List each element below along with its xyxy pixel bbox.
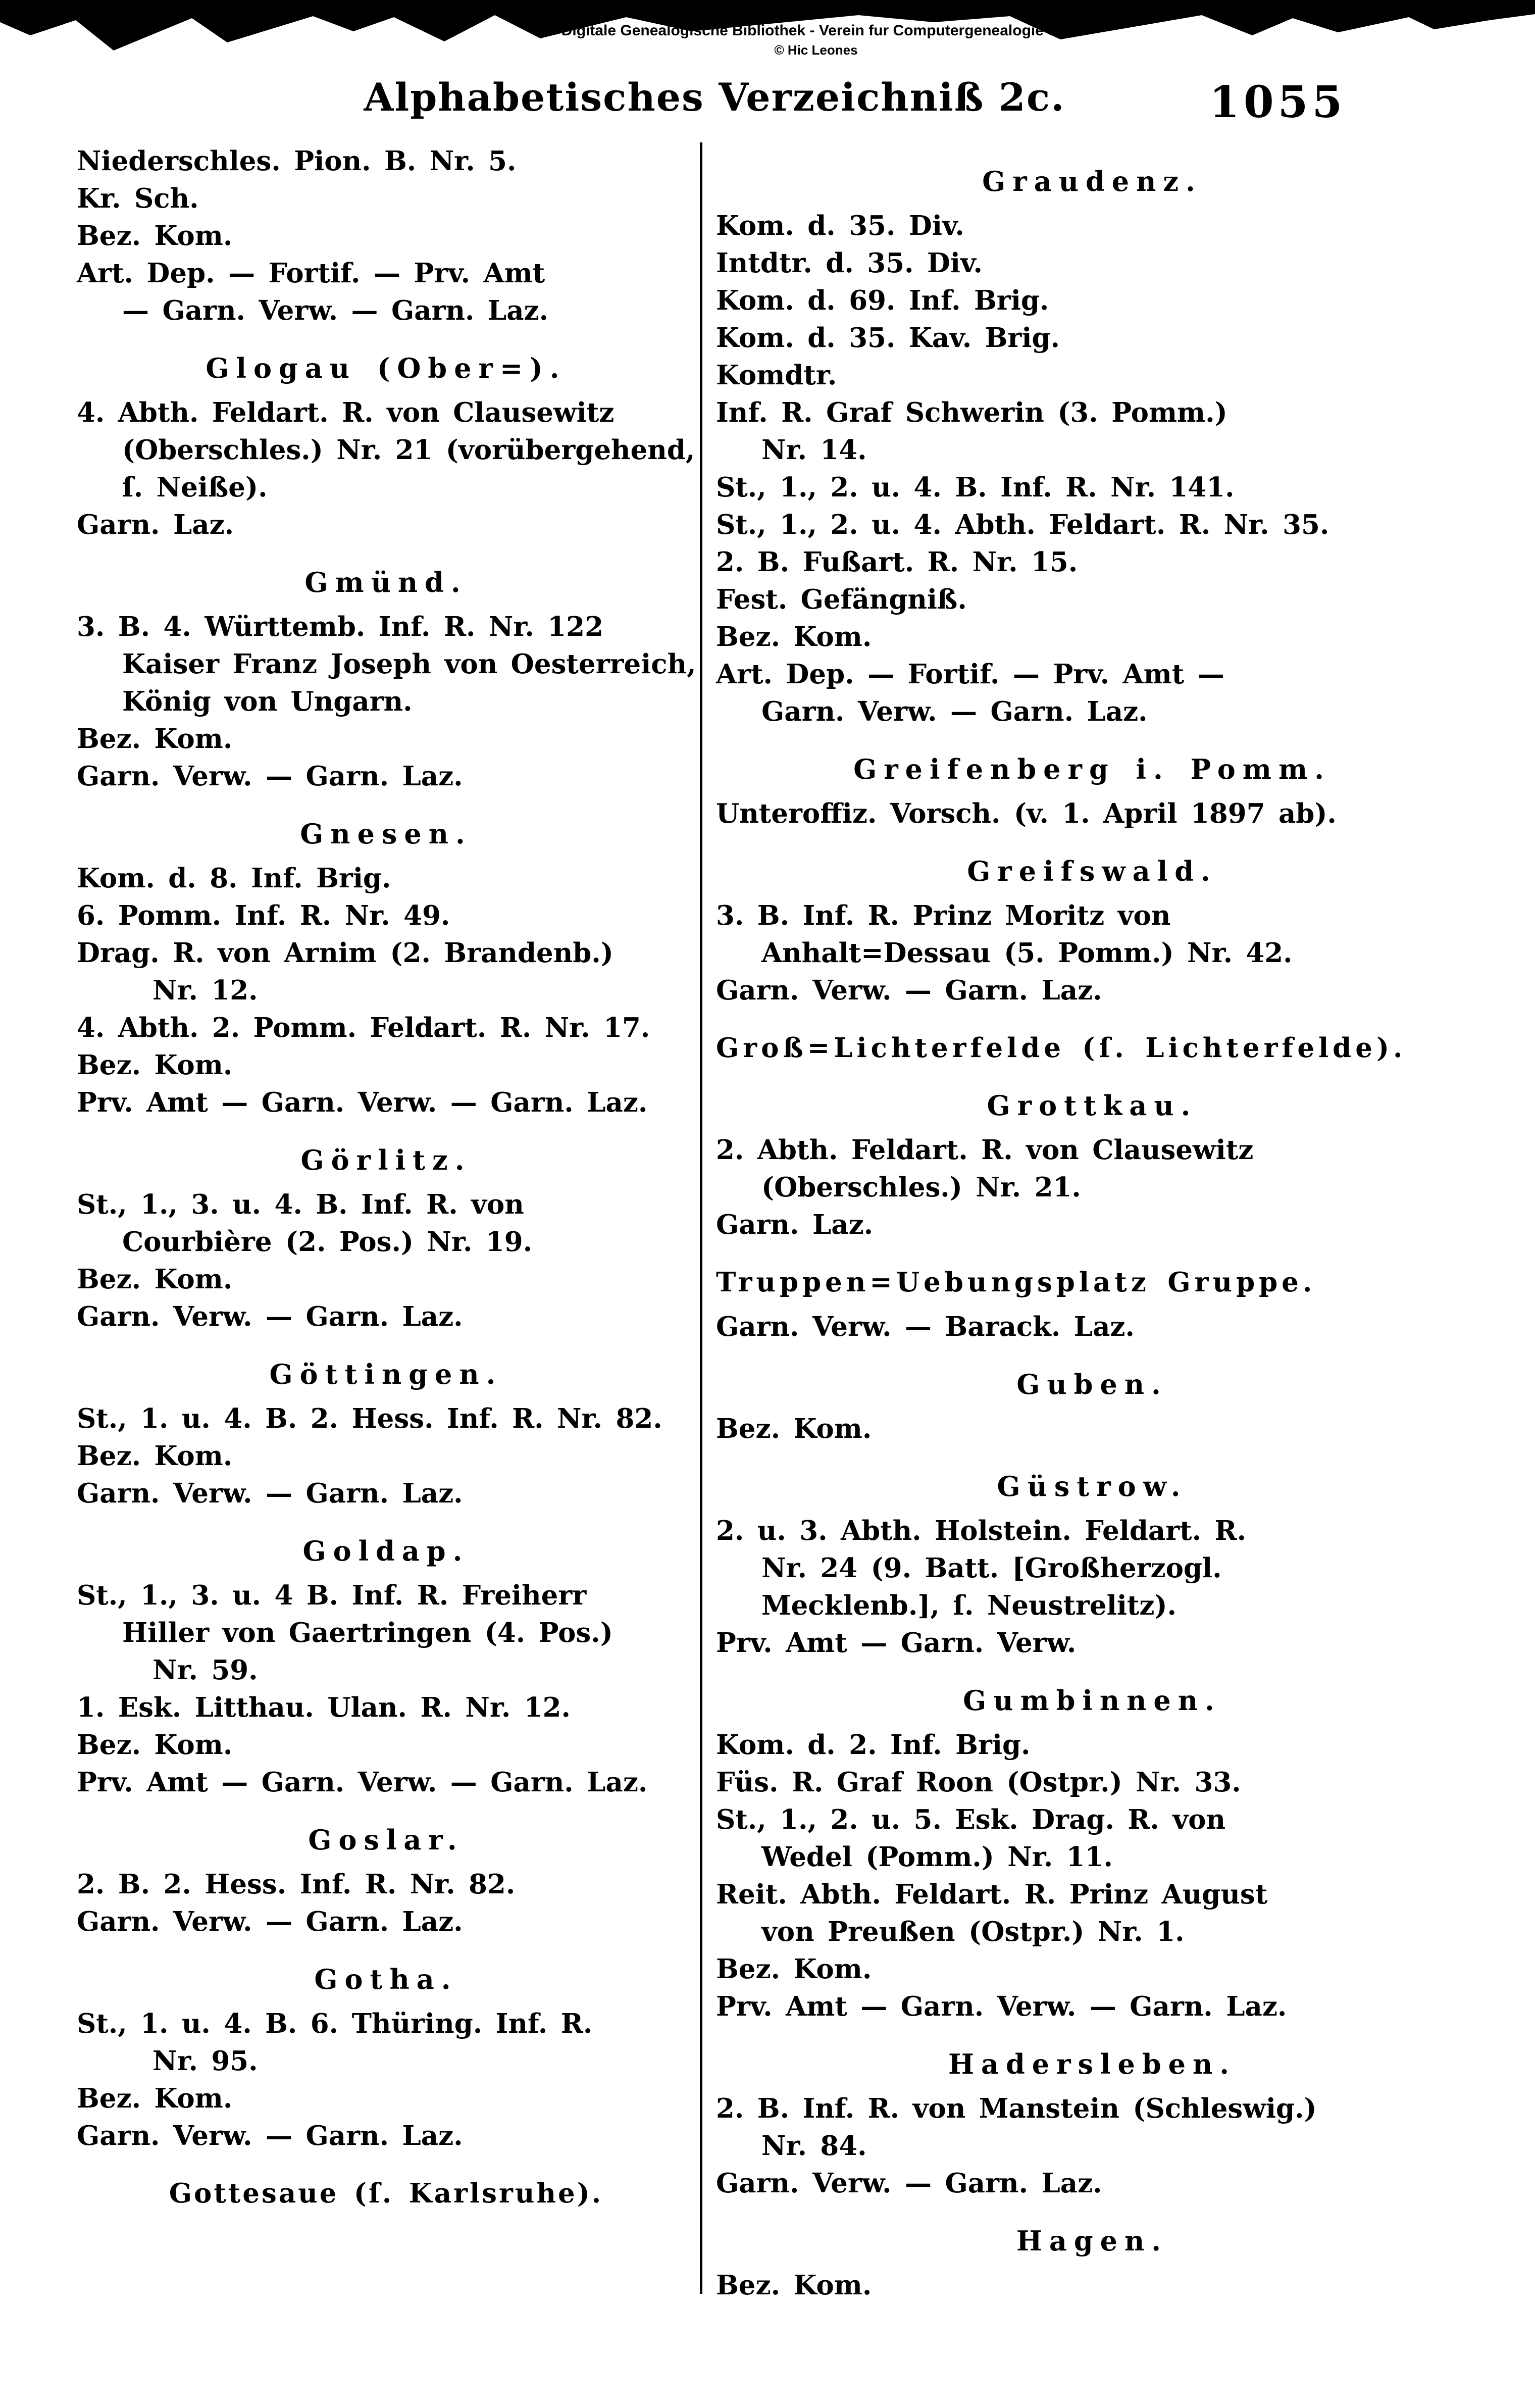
entry-block	[77, 142, 695, 329]
cross-reference-line: Gottesaue (ſ. Karlsruhe).	[169, 2178, 603, 2209]
entry-block	[77, 1821, 695, 1940]
entry-line: Garn. Laz.	[716, 1209, 874, 1240]
entry-line: Art. Dep. — Fortif. — Prv. Amt —	[716, 659, 1224, 690]
entry-block	[716, 1468, 1468, 1662]
entry-line: Bez. Kom.	[77, 2083, 233, 2114]
right-column	[716, 142, 1468, 2304]
garrison-heading: Hadersleben.	[948, 2048, 1237, 2080]
column-divider-rule	[700, 142, 702, 2294]
entry-line: Courbière (2. Pos.) Nr. 19.	[122, 1226, 533, 1258]
entry-line: 3. B. 4. Württemb. Inf. R. Nr. 122	[77, 611, 603, 642]
entry-line: — Garn. Verw. — Garn. Laz.	[122, 295, 549, 326]
entry-line: Garn. Verw. — Garn. Laz.	[77, 1478, 463, 1509]
entry-line: St., 1. u. 4. B. 2. Hess. Inf. R. Nr. 82.	[77, 1403, 662, 1434]
entry-block	[716, 1366, 1468, 1447]
entry-line: St., 1., 2. u. 4. Abth. Feldart. R. Nr. 35.	[716, 509, 1329, 540]
entry-block	[77, 1141, 695, 1335]
entry-block	[716, 2045, 1468, 2202]
entry-line: Kaiser Franz Joseph von Oesterreich,	[122, 648, 696, 680]
watermark-line2: © Hic Leones	[774, 42, 858, 58]
entry-line: Bez. Kom.	[77, 1264, 233, 1295]
entry-line: Nr. 24 (9. Batt. [Großherzogl.	[761, 1552, 1222, 1584]
entry-line: Nr. 12.	[152, 975, 258, 1006]
entry-line: 4. Abth. 2. Pomm. Feldart. R. Nr. 17.	[77, 1012, 650, 1043]
entry-line: Bez. Kom.	[77, 1440, 233, 1472]
entry-line: 6. Pomm. Inf. R. Nr. 49.	[77, 900, 450, 931]
entry-line: Kom. d. 35. Kav. Brig.	[716, 322, 1060, 354]
garrison-heading: Glogau (Ober=).	[206, 352, 567, 384]
entry-line: Kr. Sch.	[77, 183, 199, 214]
entry-line: Garn. Verw. — Barack. Laz.	[716, 1311, 1135, 1342]
entry-line: Niederschles. Pion. B. Nr. 5.	[77, 145, 517, 177]
entry-block	[716, 852, 1468, 1009]
entry-line: Wedel (Pomm.) Nr. 11.	[761, 1841, 1113, 1873]
entry-line: (Oberschles.) Nr. 21 (vorübergehend,	[122, 434, 695, 466]
entry-line: Nr. 95.	[152, 2045, 258, 2077]
entry-line: St., 1., 2. u. 5. Esk. Drag. R. von	[716, 1804, 1226, 1835]
entry-line: Fest. Gefängniß.	[716, 584, 967, 615]
entry-block	[77, 2175, 695, 2212]
entry-line: Hiller von Gaertringen (4. Pos.)	[122, 1617, 613, 1648]
entry-line: Garn. Verw. — Garn. Laz.	[77, 761, 463, 792]
entry-line: Bez. Kom.	[77, 1049, 233, 1081]
entry-line: Bez. Kom.	[716, 1953, 872, 1985]
entry-line: Mecklenb.], ſ. Neustrelitz).	[761, 1590, 1176, 1621]
entry-line: (Oberschles.) Nr. 21.	[761, 1172, 1081, 1203]
entry-block	[716, 750, 1468, 832]
garrison-heading: Goslar.	[308, 1824, 464, 1856]
garrison-heading: Güstrow.	[997, 1470, 1188, 1502]
garrison-heading: Görlitz.	[300, 1144, 472, 1176]
entry-line: Garn. Verw. — Garn. Laz.	[716, 2168, 1102, 2199]
entry-line: Anhalt=Dessau (5. Pomm.) Nr. 42.	[761, 937, 1293, 969]
entry-block	[716, 1308, 1468, 1345]
watermark-line1: Digitale Genealogische Bibliothek - Verein fur Computergenealogie e V	[561, 22, 1071, 39]
entry-line: Nr. 59.	[152, 1654, 258, 1686]
entry-line: Bez. Kom.	[716, 1413, 872, 1444]
entry-line: Kom. d. 35. Div.	[716, 210, 964, 241]
entry-block	[716, 2222, 1468, 2304]
entry-line: Bez. Kom.	[77, 1729, 233, 1761]
entry-line: Garn. Laz.	[77, 509, 234, 540]
spaced-entry-line: Truppen=Uebungsplatz Gruppe.	[716, 1267, 1316, 1298]
garrison-heading: Gumbinnen.	[963, 1684, 1221, 1717]
entry-line: Kom. d. 69. Inf. Brig.	[716, 285, 1049, 316]
garrison-heading: Goldap.	[302, 1535, 470, 1567]
entry-line: 2. Abth. Feldart. R. von Clausewitz	[716, 1134, 1254, 1166]
entry-line: St., 1., 2. u. 4. B. Inf. R. Nr. 141.	[716, 472, 1235, 503]
entry-block	[77, 1532, 695, 1801]
entry-line: Prv. Amt — Garn. Verw.	[716, 1627, 1077, 1659]
entry-line: Füs. R. Graf Roon (Ostpr.) Nr. 33.	[716, 1767, 1241, 1798]
entry-block	[77, 349, 695, 543]
entry-line: 1. Esk. Litthau. Ulan. R. Nr. 12.	[77, 1692, 571, 1723]
garrison-heading: Graudenz.	[982, 165, 1202, 197]
entry-line: Bez. Kom.	[77, 220, 233, 252]
entry-line: St., 1., 3. u. 4. B. Inf. R. von	[77, 1189, 524, 1220]
entry-line: Kom. d. 8. Inf. Brig.	[77, 863, 391, 894]
entry-line: Kom. d. 2. Inf. Brig.	[716, 1729, 1031, 1761]
entry-line: St., 1. u. 4. B. 6. Thüring. Inf. R.	[77, 2008, 593, 2039]
entry-block	[716, 1682, 1468, 2025]
garrison-heading: Gotha.	[314, 1963, 458, 1995]
entry-block	[77, 564, 695, 795]
entry-line: Inf. R. Graf Schwerin (3. Pomm.)	[716, 397, 1227, 428]
spaced-entry-line: Groß=Lichterfelde (ſ. Lichterfelde).	[716, 1032, 1407, 1064]
entry-line: Art. Dep. — Fortif. — Prv. Amt	[77, 258, 545, 289]
entry-line: Unteroffiz. Vorsch. (v. 1. April 1897 ab).	[716, 798, 1337, 829]
left-column	[77, 142, 695, 2219]
entry-line: Nr. 84.	[761, 2130, 867, 2162]
entry-line: Nr. 14.	[761, 434, 867, 466]
entry-line: König von Ungarn.	[122, 686, 413, 717]
entry-line: Prv. Amt — Garn. Verw. — Garn. Laz.	[77, 1767, 648, 1798]
entry-line: von Preußen (Ostpr.) Nr. 1.	[761, 1916, 1185, 1947]
garrison-heading: Guben.	[1016, 1368, 1168, 1400]
garrison-heading: Gnesen.	[300, 818, 472, 850]
garrison-heading: Göttingen.	[269, 1358, 503, 1390]
entry-line: Prv. Amt — Garn. Verw. — Garn. Laz.	[77, 1087, 648, 1118]
entry-block	[716, 1029, 1468, 1067]
entry-line: Garn. Verw. — Garn. Laz.	[761, 696, 1148, 727]
entry-block	[716, 1264, 1468, 1301]
entry-line: Garn. Verw. — Garn. Laz.	[77, 1301, 463, 1332]
garrison-heading: Grottkau.	[987, 1089, 1198, 1122]
entry-block	[77, 1356, 695, 1512]
entry-line: Garn. Verw. — Garn. Laz.	[77, 2120, 463, 2151]
entry-line: 2. B. Fußart. R. Nr. 15.	[716, 546, 1078, 578]
entry-line: Prv. Amt — Garn. Verw. — Garn. Laz.	[716, 1991, 1287, 2022]
entry-line: 4. Abth. Feldart. R. von Clausewitz	[77, 397, 615, 428]
entry-line: ſ. Neiße).	[122, 472, 268, 503]
garrison-heading: Hagen.	[1016, 2225, 1168, 2257]
page-title: Alphabetisches Verzeichniß 2c.	[364, 75, 1065, 120]
entry-line: 2. u. 3. Abth. Holstein. Feldart. R.	[716, 1515, 1247, 1546]
entry-block	[716, 163, 1468, 730]
entry-block	[77, 1961, 695, 2154]
entry-line: 2. B. Inf. R. von Manstein (Schleswig.)	[716, 2093, 1317, 2124]
entry-line: Bez. Kom.	[716, 2270, 872, 2301]
entry-block	[716, 1087, 1468, 1243]
garrison-heading: Greifswald.	[967, 855, 1217, 887]
garrison-heading: Gmünd.	[304, 566, 468, 598]
entry-line: Bez. Kom.	[716, 621, 872, 653]
entry-line: 3. B. Inf. R. Prinz Moritz von	[716, 900, 1171, 931]
entry-line: Garn. Verw. — Garn. Laz.	[716, 975, 1102, 1006]
entry-line: Bez. Kom.	[77, 723, 233, 755]
entry-block	[77, 815, 695, 1121]
entry-line: Reit. Abth. Feldart. R. Prinz August	[716, 1879, 1268, 1910]
entry-line: Komdtr.	[716, 360, 837, 391]
entry-line: Drag. R. von Arnim (2. Brandenb.)	[77, 937, 613, 969]
entry-line: Intdtr. d. 35. Div.	[716, 247, 983, 279]
page-number: 1055	[1209, 77, 1347, 128]
entry-line: St., 1., 3. u. 4 B. Inf. R. Freiherr	[77, 1580, 587, 1611]
library-watermark	[99, 21, 1533, 60]
entry-line: Garn. Verw. — Garn. Laz.	[77, 1906, 463, 1937]
entry-line: 2. B. 2. Hess. Inf. R. Nr. 82.	[77, 1869, 516, 1900]
garrison-heading: Greifenberg i. Pomm.	[853, 753, 1331, 785]
